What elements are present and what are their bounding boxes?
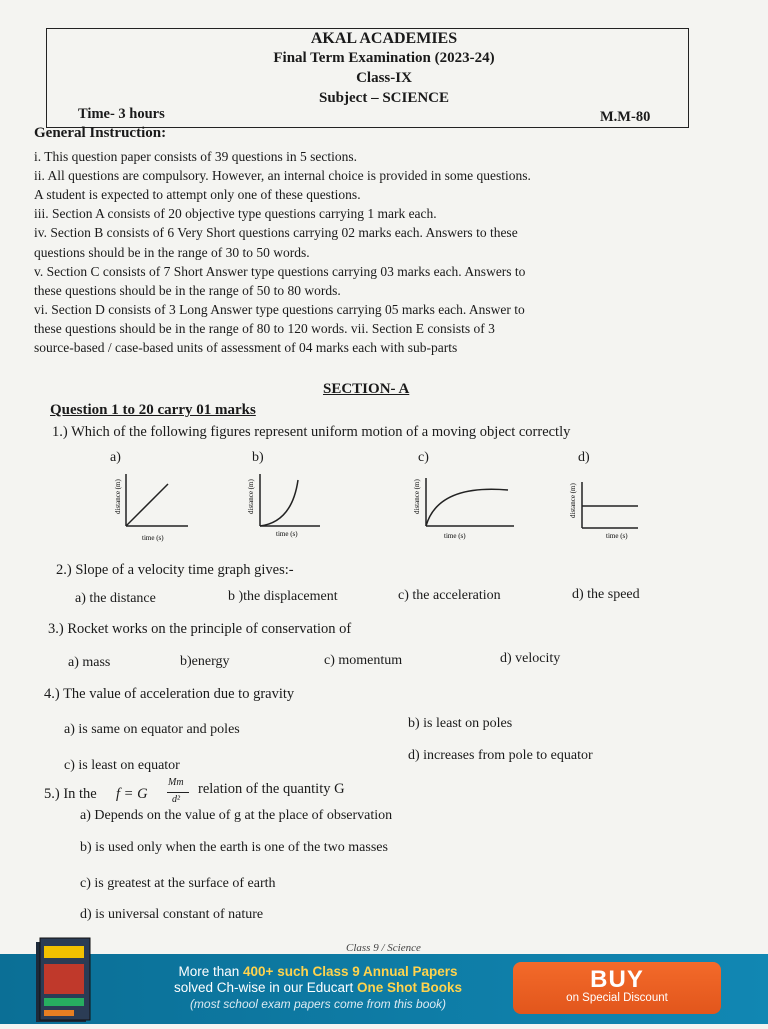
graph-d-svg <box>562 478 642 544</box>
instruction-line: iii. Section A consists of 20 objective type questions carrying 1 mark each. <box>34 206 437 221</box>
q5-option-a: a) Depends on the value of g at the place of observation <box>80 808 393 823</box>
instruction-line: i. This question paper consists of 39 questions in 5 sections. <box>34 149 357 164</box>
q3-option-a: a) mass <box>68 655 111 670</box>
graph-b-ylabel: distance (m) <box>247 479 255 514</box>
promo-line2a: solved Ch-wise in our Educart <box>173 980 358 995</box>
time-label: Time- 3 hours <box>78 106 165 122</box>
graph-c-svg <box>408 474 518 544</box>
max-marks: M.M-80 <box>600 109 651 125</box>
q3-option-d: d) velocity <box>500 651 561 666</box>
graph-c <box>408 474 518 549</box>
graph-a-xlabel: time (s) <box>142 534 164 542</box>
instruction-line: iv. Section B consists of 6 Very Short questions carrying 02 marks each. Answers to these <box>34 225 518 240</box>
formula-denominator: d² <box>172 794 180 805</box>
graph-a-svg <box>112 470 192 545</box>
promo-text <box>118 964 518 1012</box>
instructions-title: General Instruction: <box>34 125 167 141</box>
q5-option-d: d) is universal constant of nature <box>80 907 264 922</box>
formula: f = G <box>116 786 148 802</box>
q2-option-a: a) the distance <box>75 591 156 606</box>
promo-banner[interactable] <box>0 954 768 1024</box>
q2-option-c: c) the acceleration <box>398 588 501 603</box>
q3-option-b: b)energy <box>180 654 230 669</box>
formula-numerator: Mm <box>168 777 184 788</box>
graph-b-xlabel: time (s) <box>276 530 298 538</box>
question-5-prefix: 5.) In the <box>44 786 97 802</box>
graph-d <box>562 478 642 549</box>
q5-option-c: c) is greatest at the surface of earth <box>80 876 276 891</box>
q4-option-c: c) is least on equator <box>64 758 180 773</box>
question-1: 1.) Which of the following figures represent uniform motion of a moving object correctly <box>52 424 571 440</box>
graph-b-svg <box>242 470 322 545</box>
fraction-bar <box>167 792 189 793</box>
subject-label: Subject – SCIENCE <box>318 90 450 106</box>
graph-c-ylabel: distance (m) <box>413 479 421 514</box>
instruction-line: these questions should be in the range of 80 to 120 words. vii. Section E consists of 3 <box>34 321 495 336</box>
graph-a-line <box>126 484 168 526</box>
q1-label-b: b) <box>252 450 264 465</box>
q1-label-d: d) <box>578 450 590 465</box>
question-2: 2.) Slope of a velocity time graph gives:- <box>56 562 294 578</box>
q4-option-b: b) is least on poles <box>408 716 513 731</box>
graph-c-xlabel: time (s) <box>444 532 466 540</box>
buy-sublabel: on Special Discount <box>566 992 668 1004</box>
buy-label: BUY <box>590 966 644 993</box>
instruction-line: these questions should be in the range of 50 to 80 words. <box>34 283 341 298</box>
book-cover-image <box>34 936 112 1024</box>
question-4: 4.) The value of acceleration due to gravity <box>44 686 295 702</box>
q1-label-c: c) <box>418 450 429 465</box>
instruction-line: source-based / case-based units of assessment of 04 marks each with sub-parts <box>34 340 458 355</box>
section-title: SECTION- A <box>323 381 410 397</box>
q4-option-a: a) is same on equator and poles <box>64 722 240 737</box>
question-3: 3.) Rocket works on the principle of conservation of <box>48 621 352 637</box>
exam-title: Final Term Examination (2023-24) <box>273 50 495 66</box>
q4-option-d: d) increases from pole to equator <box>408 748 593 763</box>
promo-line1b: 400+ such Class 9 Annual Papers <box>243 964 458 979</box>
footer-fragment: Class 9 / Science <box>346 942 421 954</box>
graph-b <box>242 470 322 550</box>
promo-line1a: More than <box>178 964 244 979</box>
instruction-line: vi. Section D consists of 3 Long Answer type questions carrying 05 marks each. Answer to <box>34 302 525 317</box>
graph-d-xlabel: time (s) <box>606 532 628 540</box>
instruction-line: ii. All questions are compulsory. However, an internal choice is provided in some questions. <box>34 168 531 183</box>
graph-d-ylabel: distance (m) <box>569 483 577 518</box>
question-range: Question 1 to 20 carry 01 marks <box>50 402 256 418</box>
q3-option-c: c) momentum <box>324 653 403 668</box>
q1-label-a: a) <box>110 450 121 465</box>
promo-line3: (most school exam papers come from this book) <box>189 997 447 1011</box>
promo-line2b: One Shot Books <box>357 980 463 995</box>
instruction-line: questions should be in the range of 30 to 50 words. <box>34 245 310 260</box>
q2-option-b: b )the displacement <box>228 589 338 604</box>
question-5-suffix: relation of the quantity G <box>198 781 345 797</box>
graph-c-curve <box>426 489 508 526</box>
q5-option-b: b) is used only when the earth is one of the two masses <box>80 840 388 855</box>
school-name: AKAL ACADEMIES <box>310 30 458 47</box>
graph-a <box>112 470 192 550</box>
q2-option-d: d) the speed <box>572 587 640 602</box>
graph-a-ylabel: distance (m) <box>114 479 122 514</box>
class-label: Class-IX <box>356 70 412 86</box>
instruction-line: v. Section C consists of 7 Short Answer type questions carrying 03 marks each. Answers to <box>34 264 526 279</box>
graph-b-curve <box>260 480 298 526</box>
book-stack-icon <box>34 936 112 1024</box>
instruction-line: A student is expected to attempt only one of these questions. <box>34 187 361 202</box>
buy-button[interactable] <box>513 962 721 1014</box>
